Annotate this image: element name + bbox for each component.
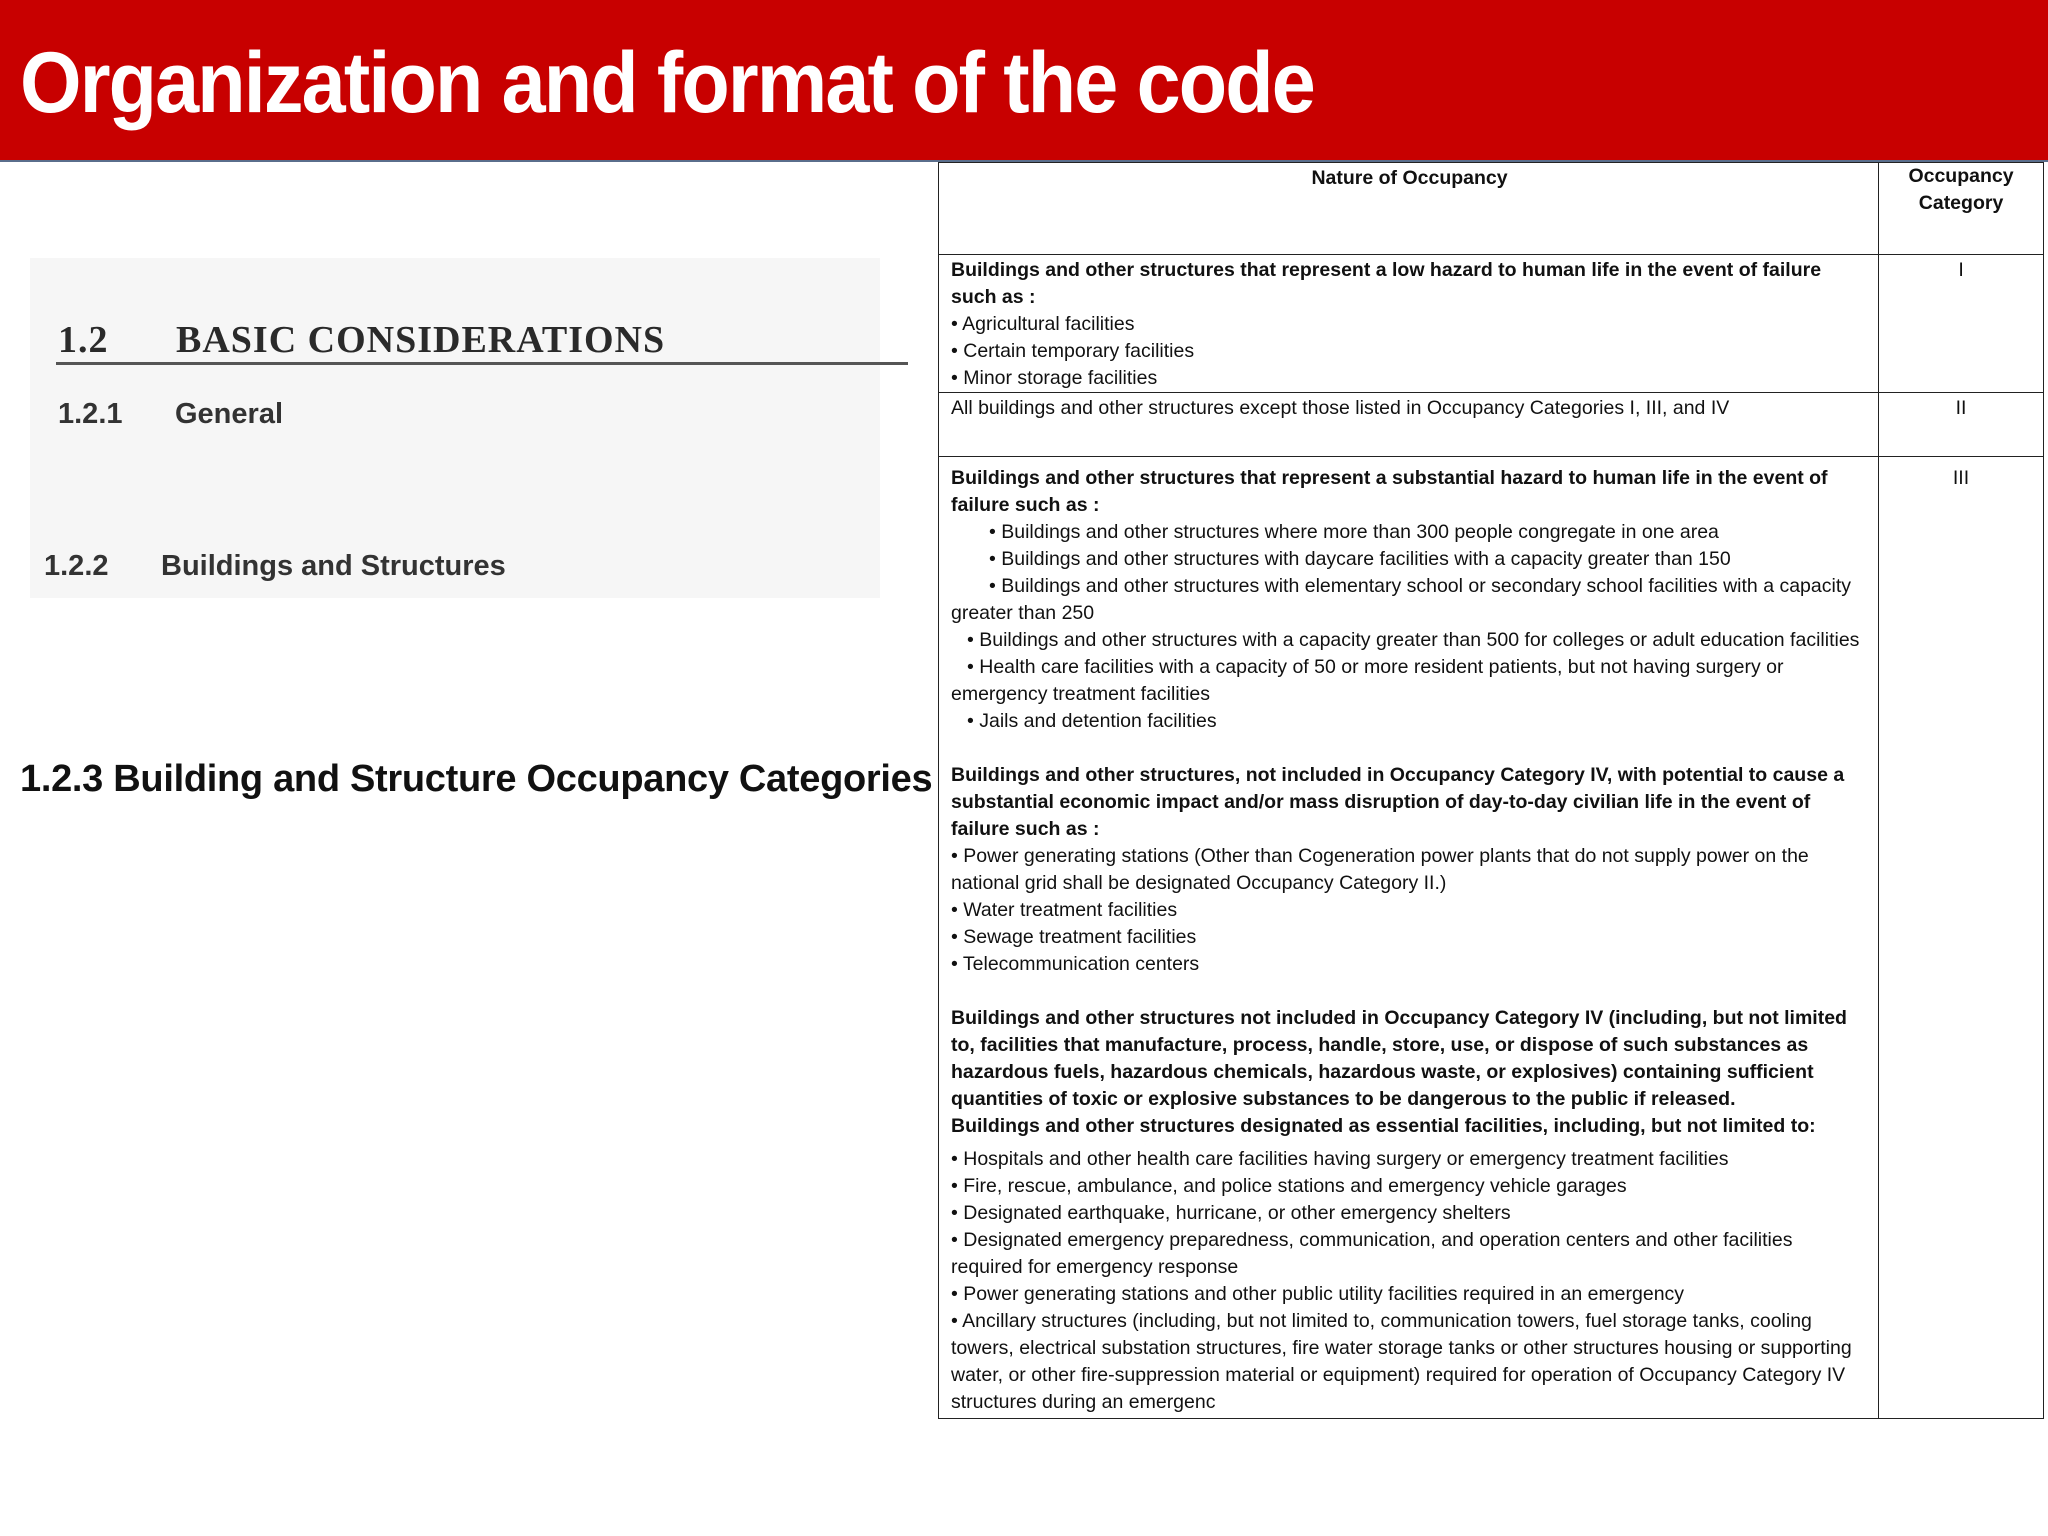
list-item: • Power generating stations (Other than Cogeneration power plants that do not supply power on the national grid shall be designated Occupancy Category II.) xyxy=(951,845,1809,894)
section-title: BASIC CONSIDERATIONS xyxy=(176,319,666,361)
code-excerpt-image xyxy=(30,258,880,598)
category-cell: III xyxy=(1879,457,2044,1419)
section-rule xyxy=(56,362,908,365)
table-row xyxy=(939,393,2044,457)
nature-cell xyxy=(939,255,1879,393)
subsection-buildings xyxy=(44,550,506,583)
subsection-title: Buildings and Structures xyxy=(161,550,506,582)
list-item: • Power generating stations and other public utility facilities required in an emergency xyxy=(951,1283,1685,1305)
slide-title: Organization and format of the code xyxy=(20,35,1314,131)
row-lead: Buildings and other structures that represent a substantial hazard to human life in the event of failure such as : xyxy=(951,467,1828,516)
list-item: • Buildings and other structures with daycare facilities with a capacity greater than 150 xyxy=(989,548,1731,570)
row-lead: Buildings and other structures that represent a low hazard to human life in the event of failure such as : xyxy=(951,259,1822,308)
list-item: • Buildings and other structures with a capacity greater than 500 for colleges or adult education facilities xyxy=(967,629,1860,651)
row-lead: Buildings and other structures designated as essential facilities, including, but not limited to: xyxy=(951,1115,1816,1137)
list-item: • Buildings and other structures where more than 300 people congregate in one area xyxy=(989,521,1719,543)
list-item: • Designated emergency preparedness, communication, and operation centers and other facilities required for emergency response xyxy=(951,1229,1793,1278)
list-item: • Ancillary structures (including, but not limited to, communication towers, fuel storage tanks, cooling towers, electrical substation structures, fire water storage tanks or other structures housing or supporting water, or other fire-suppression material or equipment) required for operation of Occupancy Category IV structures during an emergenc xyxy=(951,1310,1852,1413)
occupancy-categories-heading: 1.2.3 Building and Structure Occupancy Categories xyxy=(20,758,933,800)
list-item: • Agricultural facilities xyxy=(951,313,1135,335)
table-header-row xyxy=(939,163,2044,255)
row-lead: Buildings and other structures not included in Occupancy Category IV (including, but not limited to, facilities that manufacture, process, handle, store, use, or dispose of such substances as hazardous fuels, hazardous chemicals, hazardous waste, or explosives) containing sufficient quantities of toxic or explosive substances to be dangerous to the public if released. xyxy=(951,1007,1847,1110)
list-item: • Fire, rescue, ambulance, and police stations and emergency vehicle garages xyxy=(951,1175,1627,1197)
list-item: • Health care facilities with a capacity of 50 or more resident patients, but not having surgery or emergency treatment facilities xyxy=(951,656,1784,705)
table-row xyxy=(939,457,2044,1419)
list-item: • Designated earthquake, hurricane, or other emergency shelters xyxy=(951,1202,1511,1224)
list-item: • Jails and detention facilities xyxy=(967,710,1217,732)
row-lead: Buildings and other structures, not included in Occupancy Category IV, with potential to cause a substantial economic impact and/or mass disruption of day-to-day civilian life in the event of failure such as : xyxy=(951,764,1845,840)
subsection-number: 1.2.2 xyxy=(44,550,109,582)
title-bar xyxy=(0,0,2048,162)
section-heading xyxy=(58,318,665,362)
subsection-general xyxy=(58,398,283,431)
list-item: • Sewage treatment facilities xyxy=(951,926,1197,948)
list-item: • Hospitals and other health care facilities having surgery or emergency treatment facilities xyxy=(951,1148,1729,1170)
header-category: Occupancy Category xyxy=(1879,163,2044,255)
nature-cell: All buildings and other structures except those listed in Occupancy Categories I, III, and IV xyxy=(939,393,1879,457)
section-number: 1.2 xyxy=(58,319,109,361)
list-item: • Buildings and other structures with elementary school or secondary school facilities with a capacity greater than 250 xyxy=(951,575,1851,624)
category-cell: I xyxy=(1879,255,2044,393)
occupancy-table xyxy=(938,162,2044,1419)
nature-cell xyxy=(939,457,1879,1419)
subsection-number: 1.2.1 xyxy=(58,398,123,430)
list-item: • Certain temporary facilities xyxy=(951,340,1195,362)
list-item: • Telecommunication centers xyxy=(951,953,1200,975)
list-item: • Water treatment facilities xyxy=(951,899,1178,921)
list-item: • Minor storage facilities xyxy=(951,367,1158,389)
category-cell: II xyxy=(1879,393,2044,457)
header-nature: Nature of Occupancy xyxy=(939,163,1879,255)
table-row xyxy=(939,255,2044,393)
subsection-title: General xyxy=(175,398,283,430)
